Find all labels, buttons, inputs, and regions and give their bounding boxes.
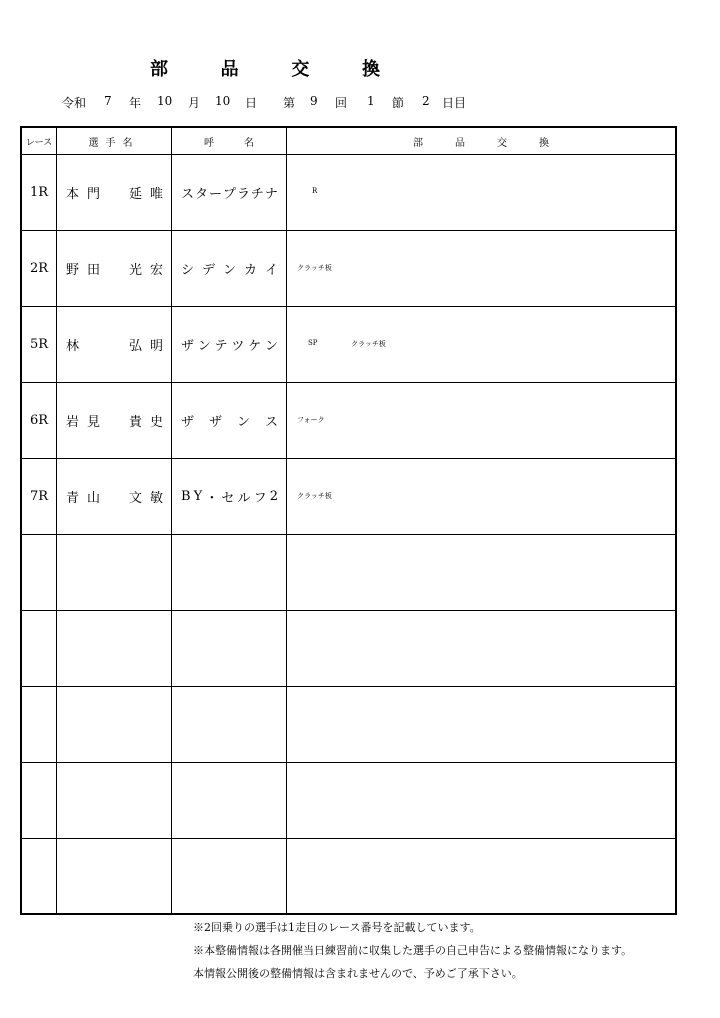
title-char: 換 <box>361 59 380 80</box>
footnote: 本情報公開後の整備情報は含まれませんので、予めご了承下さい。 <box>193 967 523 980</box>
race-number <box>22 686 56 762</box>
day-unit: 日 <box>245 96 258 110</box>
header-parts-char: 品 <box>455 137 465 149</box>
part-entry: クラッチ板 <box>351 340 386 348</box>
call-name-char: ザ <box>208 414 222 430</box>
parts-cell <box>286 610 676 686</box>
player-name <box>66 306 163 382</box>
call-name-char: シ <box>181 262 195 278</box>
table-row <box>22 154 675 230</box>
year: 7 <box>104 94 112 108</box>
table-row <box>22 686 675 762</box>
call-name <box>181 230 278 306</box>
header-call-name-char: 名 <box>244 137 254 149</box>
footnote: ※本整備情報は各開催当日練習前に収集した選手の自己申告による整備情報になります。 <box>193 944 633 957</box>
race-number <box>22 610 56 686</box>
race-number: 2R <box>29 260 49 276</box>
day: 10 <box>215 94 231 108</box>
call-name <box>181 762 278 838</box>
day-number-unit: 日目 <box>442 96 467 110</box>
call-name-char: ン <box>222 262 236 278</box>
round-unit: 回 <box>335 96 348 110</box>
player-name <box>66 838 163 914</box>
call-name-char: ・ <box>205 490 219 506</box>
table-row <box>22 762 675 838</box>
parts-cell <box>286 534 676 610</box>
parts-cell <box>286 230 676 306</box>
round-number: 9 <box>310 94 318 108</box>
call-name-char: タ <box>194 186 208 202</box>
player-name-char: 山 <box>87 490 101 506</box>
table-row <box>22 382 675 458</box>
title-char: 部 <box>150 59 168 80</box>
call-name-char: イ <box>264 262 278 278</box>
header-parts-char: 換 <box>539 137 549 149</box>
header-call-name <box>172 128 286 154</box>
call-name <box>181 306 278 382</box>
call-name-char: ナ <box>264 186 278 202</box>
call-name-char: ン <box>197 338 211 354</box>
table-row <box>22 306 675 382</box>
race-number: 1R <box>29 184 49 200</box>
player-name-char: 光 <box>128 262 142 278</box>
table-row <box>22 610 675 686</box>
call-name-char: フ <box>253 490 267 506</box>
table-row <box>22 534 675 610</box>
call-name-char: デ <box>201 262 215 278</box>
part-entry: フォーク <box>297 416 325 424</box>
call-name <box>181 610 278 686</box>
part-entry: SP <box>308 339 318 347</box>
race-number: 5R <box>29 336 49 352</box>
year-unit: 年 <box>129 96 142 110</box>
player-name-char: 青 <box>66 490 80 506</box>
player-name <box>66 458 163 534</box>
call-name-char: 2 <box>269 488 278 504</box>
header-parts-char: 部 <box>413 137 423 149</box>
call-name-char: ン <box>264 338 278 354</box>
call-name-char: ス <box>181 186 195 202</box>
player-name <box>66 154 163 230</box>
call-name-char: ケ <box>248 338 262 354</box>
table-row <box>22 458 675 534</box>
player-name <box>66 230 163 306</box>
race-number <box>22 762 56 838</box>
player-name-char: 野 <box>66 262 80 278</box>
player-name-char: 岩 <box>66 414 80 430</box>
call-name-char: テ <box>214 338 228 354</box>
call-name <box>181 838 278 914</box>
header-player-name: 選手名 <box>88 137 140 149</box>
parts-cell <box>286 306 676 382</box>
race-number: 6R <box>29 412 49 428</box>
call-name-char: ツ <box>231 338 245 354</box>
header-race: レース <box>25 137 53 148</box>
call-name-char: ー <box>208 186 222 202</box>
part-entry: クラッチ板 <box>297 264 332 272</box>
table-row <box>22 230 675 306</box>
parts-cell <box>286 762 676 838</box>
player-name-char: 敏 <box>149 490 163 506</box>
call-name-char: ン <box>236 414 250 430</box>
parts-cell <box>286 686 676 762</box>
player-name-char: 唯 <box>149 186 163 202</box>
player-name <box>66 762 163 838</box>
call-name-char: ル <box>237 490 251 506</box>
era: 令和 <box>62 96 87 110</box>
player-name <box>66 534 163 610</box>
player-name-char: 門 <box>87 186 101 202</box>
footnote: ※2回乗りの選手は1走目のレース番号を記載しています。 <box>193 921 481 934</box>
parts-cell <box>286 154 676 230</box>
player-name-char: 林 <box>66 338 80 354</box>
parts-cell <box>286 458 676 534</box>
call-name <box>181 686 278 762</box>
round-prefix: 第 <box>283 96 296 110</box>
part-entry: クラッチ板 <box>297 492 332 500</box>
player-name-char: 明 <box>149 338 163 354</box>
call-name-char: ス <box>264 414 278 430</box>
header-call-name-char: 呼 <box>204 137 214 149</box>
player-name-char: 文 <box>128 490 142 506</box>
call-name <box>181 382 278 458</box>
player-name <box>66 382 163 458</box>
player-name-char: 宏 <box>149 262 163 278</box>
parts-cell <box>286 838 676 914</box>
title-char: 品 <box>220 59 239 80</box>
call-name <box>181 458 278 534</box>
player-name-char: 延 <box>128 186 142 202</box>
call-name-char: ラ <box>236 186 250 202</box>
player-name-char: 田 <box>87 262 101 278</box>
month-unit: 月 <box>188 96 201 110</box>
player-name-char: 本 <box>66 186 80 202</box>
header-parts <box>286 128 676 154</box>
parts-cell <box>286 382 676 458</box>
race-number <box>22 838 56 914</box>
call-name-char: プ <box>222 186 236 202</box>
player-name-char: 見 <box>87 414 101 430</box>
call-name-char: チ <box>250 186 264 202</box>
call-name-char: カ <box>243 262 257 278</box>
call-name <box>181 154 278 230</box>
parts-exchange-table <box>20 126 677 915</box>
session-number: 1 <box>367 94 375 108</box>
race-number <box>22 534 56 610</box>
part-entry: R <box>312 187 318 195</box>
player-name-char: 貴 <box>128 414 142 430</box>
day-number: 2 <box>422 94 430 108</box>
table-row <box>22 838 675 914</box>
page-title <box>150 55 380 81</box>
call-name-char: ザ <box>181 414 195 430</box>
footnotes <box>193 916 632 985</box>
player-name <box>66 686 163 762</box>
player-name-char: 史 <box>149 414 163 430</box>
call-name-char: セ <box>221 490 235 506</box>
call-name <box>181 534 278 610</box>
call-name-char: Y <box>193 488 203 504</box>
call-name-char: B <box>181 488 191 504</box>
title-char: 交 <box>291 59 310 80</box>
header-parts-char: 交 <box>497 137 507 149</box>
player-name-char: 弘 <box>128 338 142 354</box>
call-name-char: ザ <box>181 338 195 354</box>
race-number: 7R <box>29 488 49 504</box>
month: 10 <box>157 94 173 108</box>
session-unit: 節 <box>392 96 405 110</box>
player-name <box>66 610 163 686</box>
